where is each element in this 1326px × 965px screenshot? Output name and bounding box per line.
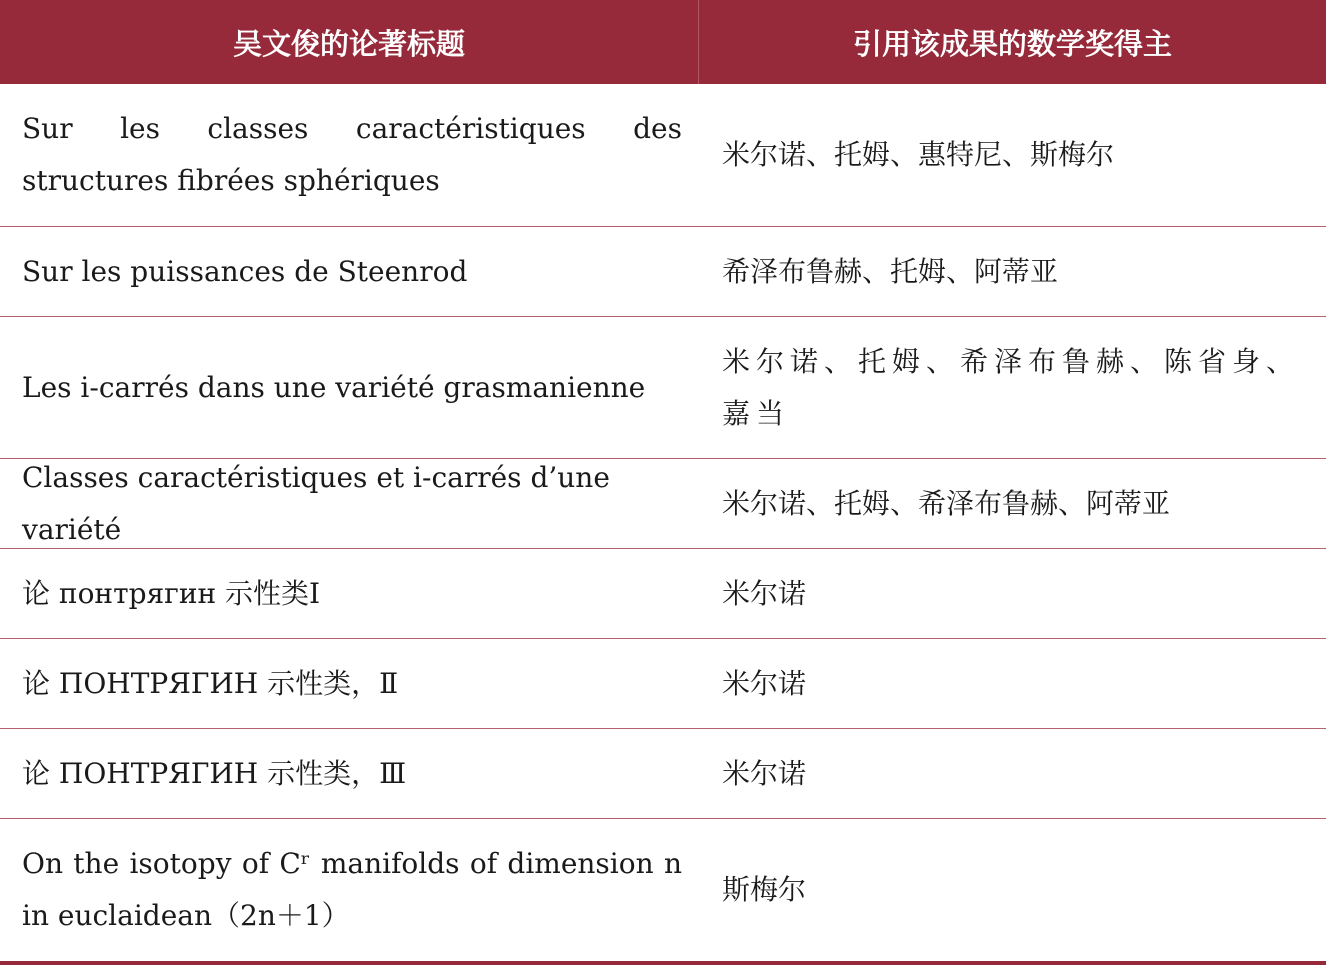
citing-laureates-text: 米尔诺: [722, 756, 807, 790]
citing-laureates: [722, 84, 1317, 226]
citing-laureates-text: 米尔诺、托姆、惠特尼、斯梅尔: [722, 138, 1115, 171]
citing-laureates: [722, 729, 1317, 818]
header-title-column: [0, 0, 698, 84]
paper-title: [22, 227, 682, 316]
header-title-label: 吴文俊的论著标题: [232, 26, 465, 61]
citing-laureates: [722, 317, 1317, 458]
citing-laureates-text: 斯梅尔: [722, 873, 807, 906]
citing-laureates-text: 米尔诺: [722, 666, 807, 700]
paper-title: [22, 549, 682, 638]
citing-laureates: [722, 549, 1317, 638]
paper-title: [22, 729, 682, 818]
table-row: [0, 639, 1326, 729]
paper-title: [22, 819, 682, 961]
citing-laureates-text: 米尔诺、托姆、希泽布鲁赫、阿蒂亚: [722, 486, 1171, 520]
header-winners-column: [699, 0, 1326, 84]
citing-laureates: [722, 459, 1317, 548]
table-row: [0, 227, 1326, 317]
table-row: [0, 729, 1326, 819]
paper-title-text: Sur les classes caractéristiques des structures fibrées sphériques: [22, 112, 682, 197]
citing-laureates-text: 希泽布鲁赫、托姆、阿蒂亚: [722, 254, 1059, 288]
paper-title-text: Les i-carrés dans une variété grasmanienne: [22, 370, 646, 404]
paper-title: [22, 317, 682, 458]
paper-title-text: 论 ПОНТРЯГИН 示性类，Ⅲ: [22, 756, 407, 790]
paper-title: [22, 639, 682, 728]
paper-title-text: 论 понтрягин 示性类Ⅰ: [22, 576, 321, 610]
table-row: [0, 819, 1326, 961]
paper-title-text: 论 ПОНТРЯГИН 示性类，Ⅱ: [22, 666, 399, 700]
table-row: [0, 317, 1326, 459]
table-row: [0, 84, 1326, 227]
citing-laureates: [722, 639, 1317, 728]
table-row: [0, 549, 1326, 639]
paper-title-text: Sur les puissances de Steenrod: [22, 254, 468, 288]
table-header: [0, 0, 1326, 84]
header-winners-label: 引用该成果的数学奖得主: [852, 26, 1172, 61]
paper-title-text: Classes caractéristiques et i-carrés d’une variété: [22, 460, 610, 546]
paper-title: [22, 459, 682, 548]
table-bottom-rule: [0, 961, 1326, 965]
citing-laureates: [722, 819, 1317, 961]
citing-laureates-text: 米尔诺、托姆、希泽布鲁赫、陈省身、嘉当: [722, 344, 1301, 430]
citing-laureates-text: 米尔诺: [722, 576, 807, 610]
citing-laureates: [722, 227, 1317, 316]
paper-title: [22, 84, 682, 226]
paper-title-text: On the isotopy of Cʳ manifolds of dimension n in euclaidean（2n＋1）: [22, 847, 682, 932]
table-row: [0, 459, 1326, 549]
